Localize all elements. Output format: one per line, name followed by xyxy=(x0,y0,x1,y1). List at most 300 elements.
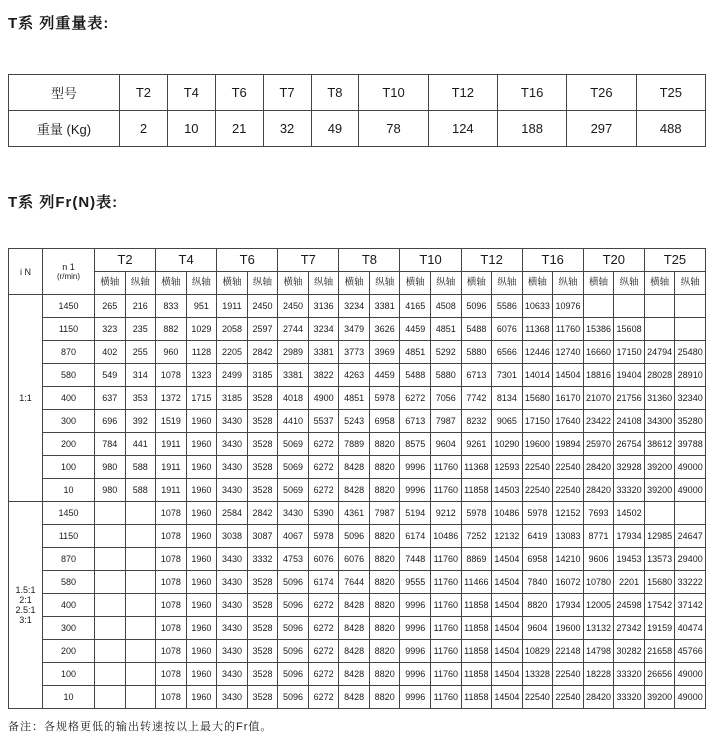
vertical-axis-label: 纵轴 xyxy=(247,272,278,295)
fr-value-cell: 13083 xyxy=(553,525,584,548)
n1-symbol: n 1 xyxy=(62,261,75,272)
fr-value-cell: 22540 xyxy=(553,479,584,502)
horizontal-axis-label: 横轴 xyxy=(95,272,126,295)
fr-value-cell: 6713 xyxy=(461,364,492,387)
fr-data-row xyxy=(9,479,706,502)
fr-value-cell: 7840 xyxy=(522,571,553,594)
fr-value-cell: 11858 xyxy=(461,617,492,640)
fr-value-cell: 24647 xyxy=(675,525,706,548)
fr-value-cell: 3528 xyxy=(247,663,278,686)
n1-value: 300 xyxy=(43,617,95,640)
fr-value-cell: 3430 xyxy=(217,663,248,686)
n1-value: 1450 xyxy=(43,502,95,525)
fr-value-cell: 39788 xyxy=(675,433,706,456)
fr-value-cell: 3430 xyxy=(217,433,248,456)
fr-value-cell xyxy=(644,295,675,318)
fr-value-cell: 39200 xyxy=(644,686,675,709)
fr-value-cell: 1960 xyxy=(186,594,217,617)
fr-value-cell: 960 xyxy=(156,341,187,364)
fr-value-cell: 3528 xyxy=(247,410,278,433)
n1-value: 580 xyxy=(43,364,95,387)
fr-value-cell: 19453 xyxy=(614,548,645,571)
fr-value-cell: 8820 xyxy=(522,594,553,617)
fr-value-cell: 7056 xyxy=(431,387,462,410)
fr-value-cell: 14504 xyxy=(492,594,523,617)
fr-value-cell: 2201 xyxy=(614,571,645,594)
fr-value-cell: 27342 xyxy=(614,617,645,640)
fr-model-t7: T7 xyxy=(278,249,339,272)
fr-value-cell: 4361 xyxy=(339,502,370,525)
fr-value-cell: 1960 xyxy=(186,640,217,663)
fr-data-row xyxy=(9,686,706,709)
fr-value-cell: 12005 xyxy=(583,594,614,617)
fr-value-cell: 323 xyxy=(95,318,126,341)
fr-value-cell: 353 xyxy=(125,387,156,410)
fr-value-cell: 8134 xyxy=(492,387,523,410)
fr-value-cell: 9212 xyxy=(431,502,462,525)
fr-value-cell: 24598 xyxy=(614,594,645,617)
fr-value-cell: 3430 xyxy=(217,410,248,433)
fr-value-cell: 265 xyxy=(95,295,126,318)
fr-value-cell: 833 xyxy=(156,295,187,318)
fr-value-cell: 5292 xyxy=(431,341,462,364)
fr-value-cell xyxy=(95,686,126,709)
fr-value-cell: 32928 xyxy=(614,456,645,479)
fr-value-cell: 1078 xyxy=(156,502,187,525)
horizontal-axis-label: 横轴 xyxy=(217,272,248,295)
fr-value-cell: 49000 xyxy=(675,686,706,709)
fr-value-cell: 14798 xyxy=(583,640,614,663)
fr-value-cell: 8820 xyxy=(369,640,400,663)
fr-value-cell: 882 xyxy=(156,318,187,341)
weight-t7: 32 xyxy=(263,111,311,147)
fr-value-cell: 1911 xyxy=(156,456,187,479)
fr-value-cell: 8575 xyxy=(400,433,431,456)
fr-value-cell: 3528 xyxy=(247,617,278,640)
fr-value-cell: 45766 xyxy=(675,640,706,663)
fr-value-cell xyxy=(125,686,156,709)
fr-data-row xyxy=(9,295,706,318)
vertical-axis-label: 纵轴 xyxy=(492,272,523,295)
fr-model-t6: T6 xyxy=(217,249,278,272)
fr-value-cell: 9606 xyxy=(583,548,614,571)
fr-value-cell: 5488 xyxy=(461,318,492,341)
fr-value-cell: 33320 xyxy=(614,686,645,709)
fr-value-cell: 637 xyxy=(95,387,126,410)
fr-value-cell: 39200 xyxy=(644,456,675,479)
fr-value-cell: 9555 xyxy=(400,571,431,594)
fr-value-cell xyxy=(95,617,126,640)
fr-value-cell: 8820 xyxy=(369,525,400,548)
fr-value-cell: 6713 xyxy=(400,410,431,433)
fr-value-cell: 1029 xyxy=(186,318,217,341)
fr-value-cell: 5880 xyxy=(461,341,492,364)
n1-value: 300 xyxy=(43,410,95,433)
fr-value-cell: 3528 xyxy=(247,456,278,479)
fr-value-cell: 17150 xyxy=(522,410,553,433)
footnote: 备注：各规格更低的输出转速按以上最大的Fr值。 xyxy=(8,721,273,733)
fr-value-cell: 2989 xyxy=(278,341,309,364)
fr-value-cell: 14014 xyxy=(522,364,553,387)
fr-value-cell: 5194 xyxy=(400,502,431,525)
fr-value-cell: 16660 xyxy=(583,341,614,364)
fr-value-cell: 11760 xyxy=(431,479,462,502)
fr-value-cell: 21070 xyxy=(583,387,614,410)
fr-value-cell: 11760 xyxy=(431,456,462,479)
fr-value-cell xyxy=(583,295,614,318)
model-t12: T12 xyxy=(428,75,497,111)
fr-value-cell: 14504 xyxy=(492,617,523,640)
fr-value-cell xyxy=(125,617,156,640)
fr-value-cell: 11368 xyxy=(461,456,492,479)
fr-value-cell: 10976 xyxy=(553,295,584,318)
weight-t8: 49 xyxy=(311,111,359,147)
fr-value-cell: 8428 xyxy=(339,617,370,640)
vertical-axis-label: 纵轴 xyxy=(125,272,156,295)
fr-value-cell: 255 xyxy=(125,341,156,364)
fr-value-cell: 980 xyxy=(95,456,126,479)
fr-value-cell: 33320 xyxy=(614,479,645,502)
model-t4: T4 xyxy=(167,75,215,111)
fr-value-cell: 4165 xyxy=(400,295,431,318)
fr-value-cell: 3430 xyxy=(217,640,248,663)
ratio-1-1: 1:1 xyxy=(9,295,43,502)
fr-value-cell: 441 xyxy=(125,433,156,456)
fr-value-cell: 392 xyxy=(125,410,156,433)
fr-value-cell: 951 xyxy=(186,295,217,318)
fr-value-cell: 7987 xyxy=(369,502,400,525)
fr-value-cell: 9996 xyxy=(400,479,431,502)
vertical-axis-label: 纵轴 xyxy=(553,272,584,295)
fr-value-cell: 1078 xyxy=(156,594,187,617)
horizontal-axis-label: 横轴 xyxy=(339,272,370,295)
model-t6: T6 xyxy=(215,75,263,111)
weight-t16: 188 xyxy=(497,111,566,147)
fr-value-cell: 1960 xyxy=(186,525,217,548)
fr-data-row xyxy=(9,433,706,456)
fr-value-cell: 11760 xyxy=(431,617,462,640)
fr-value-cell: 10780 xyxy=(583,571,614,594)
fr-value-cell: 5096 xyxy=(278,663,309,686)
fr-value-cell xyxy=(644,318,675,341)
fr-value-cell: 9996 xyxy=(400,640,431,663)
fr-value-cell: 1911 xyxy=(156,479,187,502)
weight-t10: 78 xyxy=(359,111,428,147)
fr-model-t16: T16 xyxy=(522,249,583,272)
fr-value-cell: 35280 xyxy=(675,410,706,433)
fr-value-cell: 4851 xyxy=(431,318,462,341)
fr-axis-header-row xyxy=(9,272,706,295)
fr-value-cell: 1960 xyxy=(186,571,217,594)
fr-value-cell: 25970 xyxy=(583,433,614,456)
fr-value-cell: 11858 xyxy=(461,479,492,502)
horizontal-axis-label: 横轴 xyxy=(644,272,675,295)
fr-value-cell: 14503 xyxy=(492,479,523,502)
fr-value-cell: 49000 xyxy=(675,456,706,479)
fr-value-cell: 4459 xyxy=(400,318,431,341)
vertical-axis-label: 纵轴 xyxy=(186,272,217,295)
fr-value-cell: 588 xyxy=(125,456,156,479)
horizontal-axis-label: 横轴 xyxy=(156,272,187,295)
fr-data-row xyxy=(9,594,706,617)
fr-value-cell: 1323 xyxy=(186,364,217,387)
fr-data-row xyxy=(9,318,706,341)
fr-value-cell: 14504 xyxy=(492,663,523,686)
fr-value-cell: 10633 xyxy=(522,295,553,318)
fr-value-cell: 1911 xyxy=(217,295,248,318)
fr-value-cell: 402 xyxy=(95,341,126,364)
fr-value-cell: 7301 xyxy=(492,364,523,387)
fr-value-cell xyxy=(644,502,675,525)
fr-value-cell: 15680 xyxy=(644,571,675,594)
fr-value-cell: 5243 xyxy=(339,410,370,433)
fr-value-cell xyxy=(95,502,126,525)
fr-value-cell: 14210 xyxy=(553,548,584,571)
fr-value-cell: 1960 xyxy=(186,433,217,456)
fr-value-cell: 3430 xyxy=(217,686,248,709)
fr-value-cell: 12985 xyxy=(644,525,675,548)
fr-value-cell: 17640 xyxy=(553,410,584,433)
fr-value-cell: 8771 xyxy=(583,525,614,548)
fr-value-cell: 6272 xyxy=(308,479,339,502)
fr-value-cell: 18816 xyxy=(583,364,614,387)
fr-value-cell: 13573 xyxy=(644,548,675,571)
fr-value-cell: 3430 xyxy=(217,479,248,502)
fr-value-cell: 8820 xyxy=(369,571,400,594)
fr-value-cell: 6272 xyxy=(308,433,339,456)
fr-value-cell: 3430 xyxy=(217,617,248,640)
fr-value-cell: 21756 xyxy=(614,387,645,410)
fr-value-cell xyxy=(125,640,156,663)
fr-value-cell: 39200 xyxy=(644,479,675,502)
weight-t26: 297 xyxy=(567,111,636,147)
fr-value-cell: 2450 xyxy=(278,295,309,318)
fr-model-t12: T12 xyxy=(461,249,522,272)
model-t10: T10 xyxy=(359,75,428,111)
fr-value-cell: 11466 xyxy=(461,571,492,594)
fr-value-cell: 19600 xyxy=(553,617,584,640)
fr-value-cell: 12740 xyxy=(553,341,584,364)
vertical-axis-label: 纵轴 xyxy=(308,272,339,295)
fr-value-cell: 7889 xyxy=(339,433,370,456)
fr-value-cell: 4067 xyxy=(278,525,309,548)
fr-model-header-row xyxy=(9,249,706,272)
fr-value-cell: 9996 xyxy=(400,594,431,617)
ratio-label: 2:1 xyxy=(19,595,32,605)
fr-value-cell: 2058 xyxy=(217,318,248,341)
fr-value-cell: 26754 xyxy=(614,433,645,456)
fr-value-cell: 3626 xyxy=(369,318,400,341)
fr-value-cell: 3528 xyxy=(247,433,278,456)
fr-value-cell: 11760 xyxy=(431,686,462,709)
fr-value-cell: 9261 xyxy=(461,433,492,456)
fr-data-row xyxy=(9,525,706,548)
fr-value-cell: 3332 xyxy=(247,548,278,571)
fr-value-cell: 2450 xyxy=(247,295,278,318)
fr-value-cell: 8820 xyxy=(369,479,400,502)
fr-data-row xyxy=(9,341,706,364)
fr-value-cell: 7644 xyxy=(339,571,370,594)
fr-value-cell: 22540 xyxy=(522,686,553,709)
fr-data-row xyxy=(9,502,706,525)
fr-data-row xyxy=(9,571,706,594)
fr-value-cell: 13328 xyxy=(522,663,553,686)
fr-value-cell: 18228 xyxy=(583,663,614,686)
fr-value-cell: 2842 xyxy=(247,502,278,525)
fr-value-cell: 11760 xyxy=(431,548,462,571)
fr-value-cell: 8428 xyxy=(339,479,370,502)
fr-value-cell: 3381 xyxy=(278,364,309,387)
fr-value-cell: 11858 xyxy=(461,663,492,686)
fr-value-cell: 5069 xyxy=(278,456,309,479)
n1-value: 870 xyxy=(43,341,95,364)
ratio-label: 3:1 xyxy=(19,615,32,625)
fr-value-cell: 23422 xyxy=(583,410,614,433)
fr-value-cell: 3528 xyxy=(247,686,278,709)
fr-value-cell: 11858 xyxy=(461,594,492,617)
fr-value-cell xyxy=(95,663,126,686)
fr-value-cell: 3185 xyxy=(247,364,278,387)
in-label: i N xyxy=(9,249,43,295)
model-header-label: 型号 xyxy=(9,75,120,111)
n1-value: 10 xyxy=(43,479,95,502)
fr-value-cell: 14504 xyxy=(492,548,523,571)
fr-value-cell: 7252 xyxy=(461,525,492,548)
n1-value: 1450 xyxy=(43,295,95,318)
fr-value-cell xyxy=(95,594,126,617)
fr-value-cell: 11760 xyxy=(431,663,462,686)
fr-value-cell: 9604 xyxy=(522,617,553,640)
fr-value-cell: 22540 xyxy=(522,479,553,502)
fr-value-cell: 1078 xyxy=(156,364,187,387)
fr-value-cell: 11858 xyxy=(461,686,492,709)
fr-value-cell: 1960 xyxy=(186,617,217,640)
fr-value-cell: 6272 xyxy=(308,640,339,663)
fr-model-t8: T8 xyxy=(339,249,400,272)
model-t7: T7 xyxy=(263,75,311,111)
vertical-axis-label: 纵轴 xyxy=(675,272,706,295)
fr-value-cell: 5978 xyxy=(522,502,553,525)
fr-value-cell: 3430 xyxy=(217,571,248,594)
fr-value-cell: 3528 xyxy=(247,571,278,594)
fr-value-cell: 2205 xyxy=(217,341,248,364)
vertical-axis-label: 纵轴 xyxy=(614,272,645,295)
n1-value: 100 xyxy=(43,456,95,479)
fr-data-row xyxy=(9,548,706,571)
fr-value-cell: 8820 xyxy=(369,548,400,571)
fr-value-cell: 696 xyxy=(95,410,126,433)
fr-value-cell: 10290 xyxy=(492,433,523,456)
fr-value-cell: 3234 xyxy=(308,318,339,341)
fr-value-cell: 2584 xyxy=(217,502,248,525)
n1-value: 200 xyxy=(43,433,95,456)
fr-value-cell: 1078 xyxy=(156,525,187,548)
fr-value-cell: 8428 xyxy=(339,686,370,709)
fr-value-cell: 8428 xyxy=(339,640,370,663)
fr-value-cell: 11760 xyxy=(553,318,584,341)
fr-value-cell: 49000 xyxy=(675,663,706,686)
fr-value-cell: 1960 xyxy=(186,686,217,709)
fr-value-cell: 1519 xyxy=(156,410,187,433)
ratio-label: 2.5:1 xyxy=(15,605,36,615)
fr-value-cell: 2842 xyxy=(247,341,278,364)
fr-value-cell: 33320 xyxy=(614,663,645,686)
fr-value-cell: 11858 xyxy=(461,640,492,663)
fr-value-cell: 8820 xyxy=(369,617,400,640)
fr-value-cell: 9996 xyxy=(400,663,431,686)
fr-value-cell: 4851 xyxy=(339,387,370,410)
fr-value-cell: 6272 xyxy=(400,387,431,410)
n1-value: 400 xyxy=(43,387,95,410)
horizontal-axis-label: 横轴 xyxy=(400,272,431,295)
fr-data-row xyxy=(9,410,706,433)
fr-value-cell: 6272 xyxy=(308,594,339,617)
vertical-axis-label: 纵轴 xyxy=(431,272,462,295)
fr-value-cell xyxy=(125,663,156,686)
horizontal-axis-label: 横轴 xyxy=(278,272,309,295)
n1-value: 10 xyxy=(43,686,95,709)
fr-value-cell: 24108 xyxy=(614,410,645,433)
horizontal-axis-label: 横轴 xyxy=(461,272,492,295)
fr-value-cell: 6272 xyxy=(308,456,339,479)
fr-value-cell: 1960 xyxy=(186,663,217,686)
fr-value-cell: 3136 xyxy=(308,295,339,318)
fr-value-cell: 3087 xyxy=(247,525,278,548)
fr-value-cell: 3381 xyxy=(369,295,400,318)
fr-value-cell: 49000 xyxy=(675,479,706,502)
fr-value-cell: 14504 xyxy=(492,640,523,663)
fr-value-cell xyxy=(675,502,706,525)
fr-value-cell: 1911 xyxy=(156,433,187,456)
fr-table xyxy=(8,248,706,709)
fr-value-cell: 17542 xyxy=(644,594,675,617)
weight-values-row xyxy=(9,111,706,147)
fr-value-cell: 4508 xyxy=(431,295,462,318)
fr-value-cell: 14502 xyxy=(614,502,645,525)
fr-value-cell: 9996 xyxy=(400,456,431,479)
fr-value-cell: 37142 xyxy=(675,594,706,617)
fr-model-t20: T20 xyxy=(583,249,644,272)
fr-value-cell: 10486 xyxy=(431,525,462,548)
fr-value-cell: 5978 xyxy=(308,525,339,548)
fr-value-cell: 8428 xyxy=(339,663,370,686)
fr-value-cell xyxy=(95,548,126,571)
fr-value-cell: 5096 xyxy=(278,640,309,663)
fr-value-cell: 5978 xyxy=(369,387,400,410)
fr-value-cell: 17150 xyxy=(614,341,645,364)
fr-value-cell: 9604 xyxy=(431,433,462,456)
fr-value-cell: 3969 xyxy=(369,341,400,364)
fr-value-cell: 1078 xyxy=(156,548,187,571)
fr-value-cell: 314 xyxy=(125,364,156,387)
fr-value-cell: 11368 xyxy=(522,318,553,341)
fr-model-t25: T25 xyxy=(644,249,705,272)
fr-value-cell: 5390 xyxy=(308,502,339,525)
n1-unit: (r/min) xyxy=(56,271,81,281)
fr-value-cell: 3479 xyxy=(339,318,370,341)
fr-value-cell: 19600 xyxy=(522,433,553,456)
fr-value-cell: 5096 xyxy=(278,686,309,709)
fr-value-cell xyxy=(125,502,156,525)
fr-value-cell: 3038 xyxy=(217,525,248,548)
fr-value-cell: 549 xyxy=(95,364,126,387)
fr-value-cell: 28420 xyxy=(583,686,614,709)
fr-value-cell xyxy=(125,594,156,617)
fr-value-cell: 1078 xyxy=(156,571,187,594)
fr-value-cell: 4263 xyxy=(339,364,370,387)
fr-value-cell: 19159 xyxy=(644,617,675,640)
fr-data-row xyxy=(9,640,706,663)
